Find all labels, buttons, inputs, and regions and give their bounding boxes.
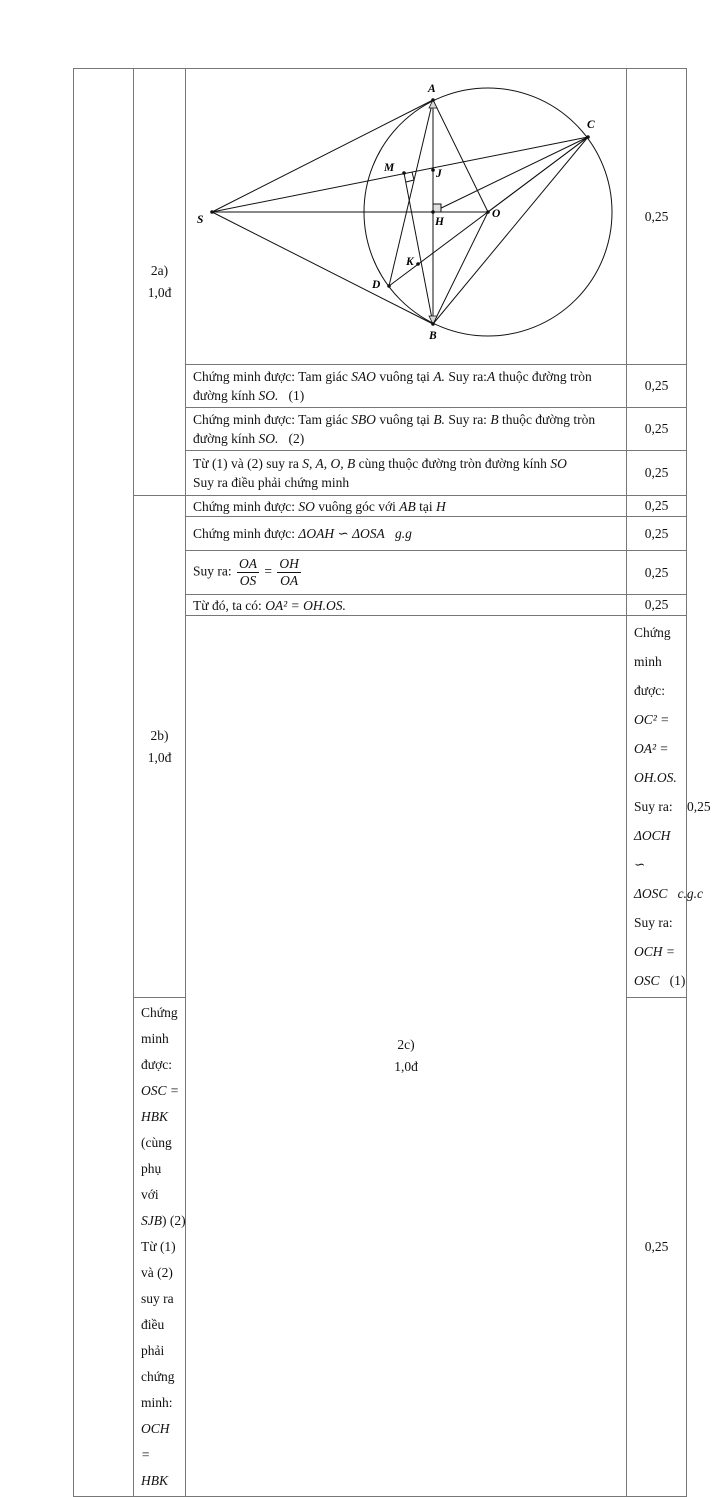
fraction-oh-oa: $\frac{OH}{OA}$ bbox=[279, 556, 299, 588]
point-label-m: M bbox=[384, 162, 395, 174]
proof-step-1: Chứng minh được: Tam giác SAO vuông tại A. Suy ra:A thuộc đường tròn đường kính SO. (1) bbox=[186, 365, 627, 408]
proof-step-6: Suy ra: $\frac{OA}{OS}$ = $\frac{OH}{OA}$ bbox=[186, 551, 627, 595]
proof-step-4: Chứng minh được: SO vuông góc với AB tại H bbox=[186, 496, 627, 517]
segment-oc bbox=[488, 137, 588, 212]
blank-column bbox=[74, 69, 134, 1497]
point-label-c: C bbox=[587, 119, 595, 131]
part-label-cell bbox=[134, 496, 186, 998]
geometry-figure bbox=[186, 69, 626, 359]
part-label-cell bbox=[186, 616, 627, 1497]
point-label-b: B bbox=[429, 330, 437, 342]
part-points: 1,0đ bbox=[394, 1059, 418, 1074]
part-label-cell bbox=[134, 69, 186, 496]
score-cell: 0,25 bbox=[627, 69, 687, 365]
point-label-s: S bbox=[197, 214, 204, 226]
score-cell: 0,25 bbox=[627, 408, 687, 451]
point-label-o: O bbox=[492, 208, 501, 220]
point-label-k: K bbox=[406, 256, 414, 268]
segment-mb bbox=[404, 173, 433, 324]
part-label: 2a) bbox=[150, 263, 169, 278]
segment-bc bbox=[433, 137, 588, 324]
segment-sc bbox=[212, 137, 588, 212]
score-cell: 0,25 bbox=[627, 595, 687, 616]
segment-ao bbox=[433, 100, 488, 212]
part-points: 1,0đ bbox=[147, 285, 172, 300]
score-cell: 0,25 bbox=[627, 998, 687, 1497]
proof-step-7: Từ đó, ta có: OA² = OH.OS. bbox=[186, 595, 627, 616]
part-label: 2c) bbox=[397, 1037, 415, 1052]
segment-sa bbox=[212, 100, 433, 212]
part-label: 2b) bbox=[150, 727, 169, 743]
point-label-j: J bbox=[436, 168, 442, 180]
point-label-h: H bbox=[435, 216, 444, 228]
proof-step-3: Từ (1) và (2) suy ra S, A, O, B cùng thuộc đường tròn đường kính SO Suy ra điều phải chứng minh bbox=[186, 451, 627, 496]
score-cell: 0,25 bbox=[627, 551, 687, 595]
score-cell: 0,25 bbox=[627, 365, 687, 408]
point-label-a: A bbox=[428, 83, 436, 95]
fraction-oa-os: $\frac{OA}{OS}$ bbox=[239, 556, 257, 588]
proof-step-9: Chứng minh được: OSC = HBK (cùng phụ với SJB) (2) Từ (1) và (2) suy ra điều phải chứng minh: OCH = HBK bbox=[134, 998, 186, 1497]
proof-step-5: Chứng minh được: ΔOAH ∽ ΔOSA g.g bbox=[186, 517, 627, 551]
proof-step-8: Chứng minh được: OC² = OA² = OH.OS. Suy ra: ΔOCH ∽ ΔOSC c.g.c Suy ra: OCH = OSC (1) bbox=[627, 616, 687, 998]
figure-cell bbox=[186, 69, 627, 365]
part-points: 1,0đ bbox=[147, 749, 172, 765]
point-label-d: D bbox=[372, 279, 381, 291]
solution-table: 2a) 1,0đ A C M J S H O K D B 0,25 Chứng minh được: Tam giác SAO vuông tại A. Suy ra:A thuộc đường tròn đường kính SO. (1) 0,25 Chứng minh được: Tam giác SBO vuông tại B. Suy ra: B thuộc đường tròn đường kính SO. (2) 0,25 Từ (1) và (2) suy ra S, A, O, B cùng thuộc đường tròn đường kính SO Suy ra điều phải chứng minh 0,25 2b) 1,0đ Chứng minh được: SO vuông góc với AB tại H 0,25 Chứng minh được: ΔOAH ∽ ΔOSA g.g 0,25 Suy ra: $\frac{OA}{OS}$ = $\frac{OH}{OA}$ 0,25 Từ đó, ta có: OA² = OH.OS. 0,25 2c) 1,0đ Chứng minh được: OC² = OA² = OH.OS. Suy ra: ΔOCH ∽ ΔOSC c.g.c Suy ra: OCH = OSC (1) 0,25 Chứng minh được: OSC = HBK (cùng phụ với SJB) (2) Từ (1) và (2) suy ra điều phải chứng minh: OCH = HBK 0,25 bbox=[73, 68, 687, 1497]
score-cell: 0,25 bbox=[627, 517, 687, 551]
score-cell: 0,25 bbox=[627, 451, 687, 496]
proof-step-2: Chứng minh được: Tam giác SBO vuông tại B. Suy ra: B thuộc đường tròn đường kính SO. (2) bbox=[186, 408, 627, 451]
score-cell: 0,25 bbox=[627, 496, 687, 517]
segment-sb bbox=[212, 212, 433, 324]
